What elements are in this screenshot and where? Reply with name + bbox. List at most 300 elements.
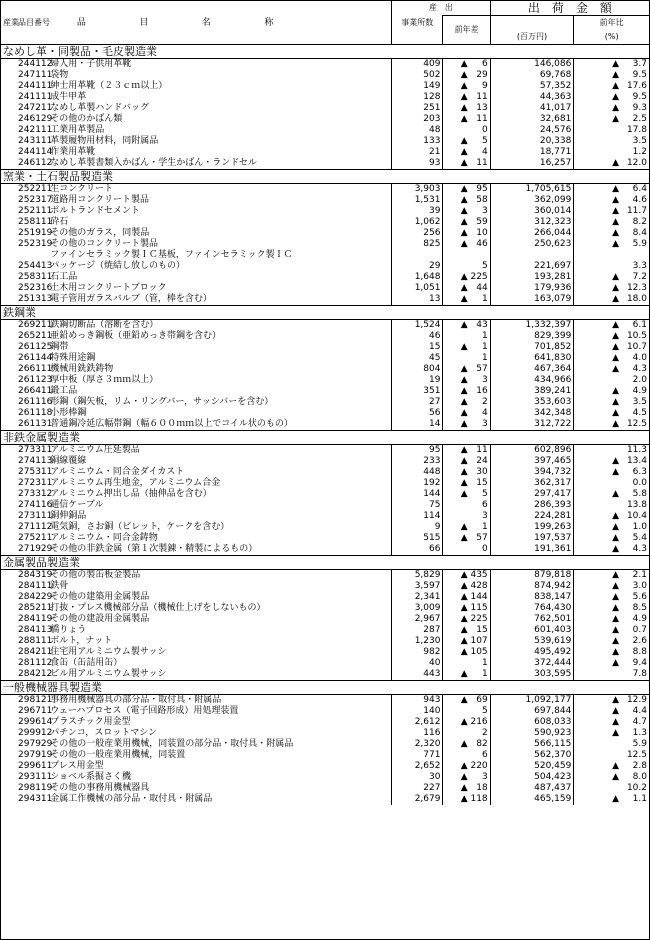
decrease-triangle-icon: ▲ [460,342,468,352]
table-row [1,570,649,582]
est-diff-value: 16 [476,386,488,396]
ship-ratio-value: 4.7 [632,717,647,727]
shipment-ratio [574,283,649,294]
decrease-triangle-icon: ▲ [460,625,468,635]
est-diff-value: 4 [481,147,488,157]
decrease-triangle-icon: ▲ [612,614,619,624]
ship-ratio-value: 0.0 [632,478,647,488]
establishments-diff [443,272,490,283]
header-establishments: 事業所数 [391,16,442,31]
est-diff-value: 9 [481,81,488,91]
header-name-char-3: 名 [201,17,211,28]
industry-cell [1,294,16,306]
header-code: 品目番号 [16,1,48,45]
item-code: 273311 [18,445,53,455]
shipment-ratio [574,59,649,71]
shipment-ratio [574,592,649,603]
industry-cell [1,59,16,71]
ship-ratio-value: 8.2 [632,217,647,227]
shipment-value: 353,603 [490,397,574,408]
industry-cell [1,467,16,478]
industry-cell [1,283,16,294]
industry-cell [1,794,16,805]
shipment-ratio [574,445,649,457]
item-code: 285211 [18,603,53,613]
establishments-count: 40 [391,658,442,669]
establishments-diff [443,103,490,114]
item-code: 274116 [18,500,53,510]
industry-cell [1,728,16,739]
est-diff-value: 225 [470,614,488,624]
ship-ratio-value: 7.2 [632,272,647,282]
industry-cell [1,570,16,582]
shipment-value: 44,363 [490,92,574,103]
establishments-diff [443,364,490,375]
establishments-diff [443,195,490,206]
item-code: 261125 [18,342,53,352]
est-diff-value: 57 [476,533,488,543]
est-diff-value: 18 [476,783,488,793]
table-row [1,761,649,772]
establishments-diff [443,320,490,332]
ship-ratio-value: 4.3 [632,364,647,374]
item-code: 241111 [18,92,53,102]
table-row [1,342,649,353]
item-code: 273111 [18,511,53,521]
ship-ratio-value: 18.0 [626,294,647,304]
shipment-value: 18,771 [490,147,574,158]
establishments-diff [443,467,490,478]
table-row [1,625,649,636]
item-name: 食缶（缶詰用缶） [50,658,123,668]
establishments-count: 2,320 [391,739,442,750]
item-name: 小形棒鋼 [50,408,87,418]
shipment-value: 286,393 [490,500,574,511]
shipment-ratio [574,70,649,81]
decrease-triangle-icon: ▲ [460,603,468,613]
shipment-value: 764,430 [490,603,574,614]
shipment-ratio [574,647,649,658]
shipment-value: 32,681 [490,114,574,125]
item-name: 土木用コンクリートブロック [50,283,167,293]
item-code: 243111 [18,136,53,146]
decrease-triangle-icon: ▲ [612,364,619,374]
shipment-ratio [574,614,649,625]
decrease-triangle-icon: ▲ [612,456,619,466]
shipments-table [1,1,649,805]
industry-cell [1,592,16,603]
industry-cell [1,408,16,419]
table-row [1,511,649,522]
industry-cell [1,353,16,364]
ship-ratio-value: 0.7 [632,625,647,635]
establishments-diff [443,581,490,592]
table-row [1,739,649,750]
table-row [1,522,649,533]
decrease-triangle-icon: ▲ [460,158,468,168]
item-code: 252317 [18,195,53,205]
ship-ratio-value: 2.1 [632,570,647,580]
decrease-triangle-icon: ▲ [612,772,619,782]
shipment-value: 641,830 [490,353,574,364]
table-row [1,136,649,147]
establishments-diff [443,228,490,239]
ship-ratio-value: 1.2 [632,147,647,157]
decrease-triangle-icon: ▲ [612,636,619,646]
ship-ratio-value: 9.5 [632,92,647,102]
decrease-triangle-icon: ▲ [612,794,619,804]
decrease-triangle-icon: ▲ [460,136,468,146]
shipment-ratio [574,489,649,500]
shipment-ratio [574,419,649,431]
establishments-diff [443,125,490,136]
decrease-triangle-icon: ▲ [460,467,468,477]
shipment-ratio [574,625,649,636]
item-code: 252319 [18,239,53,249]
ship-ratio-value: 11.3 [626,445,647,455]
establishments-diff [443,283,490,294]
shipment-value: 303,595 [490,669,574,681]
establishments-count: 45 [391,353,442,364]
industry-cell [1,489,16,500]
est-diff-value: 2 [481,397,488,407]
industry-cell [1,669,16,681]
est-diff-value: 1 [481,331,488,341]
section-row [1,45,649,59]
est-diff-value: 11 [476,92,488,102]
item-name: その他のコンクリート製品 [50,239,159,249]
establishments-count: 502 [391,70,442,81]
table-row [1,353,649,364]
item-name-line1: ファインセラミック製ＩＣ基板，ファインセラミック製ＩＣ [50,250,293,260]
ship-ratio-value: 5.8 [632,489,647,499]
item-name: 亜鉛めっき鋼板（亜鉛めっき帯鋼を含む） [50,331,222,341]
establishments-diff [443,184,490,196]
industry-cell [1,158,16,170]
establishments-count: 1,531 [391,195,442,206]
decrease-triangle-icon: ▲ [460,614,468,624]
decrease-triangle-icon: ▲ [612,581,619,591]
shipment-value: 1,092,177 [490,695,574,707]
est-diff-value: 6 [481,500,488,510]
establishments-diff [443,81,490,92]
table-row [1,706,649,717]
decrease-triangle-icon: ▲ [460,695,468,705]
shipment-value: 20,338 [490,136,574,147]
decrease-triangle-icon: ▲ [612,239,619,249]
shipment-ratio [574,206,649,217]
shipment-value: 879,818 [490,570,574,582]
table-row [1,250,649,272]
item-code: 246129 [18,114,53,124]
shipment-ratio [574,456,649,467]
decrease-triangle-icon: ▲ [460,70,468,80]
item-code: 265211 [18,331,53,341]
item-code: 275311 [18,467,53,477]
establishments-count: 144 [391,489,442,500]
item-name: 石工品 [50,272,78,282]
est-diff-value: 118 [470,794,488,804]
decrease-triangle-icon: ▲ [460,103,468,113]
decrease-triangle-icon: ▲ [460,283,468,293]
shipment-value: 590,923 [490,728,574,739]
header-ship-ratio-unit: (%) [574,30,649,45]
shipment-value: 193,281 [490,272,574,283]
est-diff-value: 225 [470,272,488,282]
industry-cell [1,533,16,544]
industry-cell [1,445,16,457]
decrease-triangle-icon: ▲ [612,59,619,69]
industry-cell [1,581,16,592]
ship-ratio-value: 9.3 [632,103,647,113]
header-ship-ratio: 前年比 [574,16,649,31]
shipment-ratio [574,772,649,783]
establishments-count: 251 [391,103,442,114]
industry-cell [1,761,16,772]
ship-ratio-value: 4.0 [632,353,647,363]
industry-cell [1,70,16,81]
item-code: 288111 [18,636,53,646]
table-row [1,408,649,419]
shipment-ratio [574,467,649,478]
item-code: 296711 [18,706,53,716]
table-row [1,206,649,217]
table-row [1,331,649,342]
item-code: 281112 [18,658,53,668]
decrease-triangle-icon: ▲ [612,103,619,113]
item-name: 作業用革靴 [50,147,96,157]
decrease-triangle-icon: ▲ [612,761,619,771]
decrease-triangle-icon: ▲ [460,195,468,205]
table-row [1,750,649,761]
item-code: 297929 [18,739,53,749]
ship-ratio-value: 2.8 [632,761,647,771]
establishments-diff [443,783,490,794]
industry-cell [1,695,16,707]
shipment-value: 312,323 [490,217,574,228]
industry-cell [1,342,16,353]
industry-cell [1,195,16,206]
shipment-value: 266,044 [490,228,574,239]
industry-cell [1,522,16,533]
shipment-ratio [574,761,649,772]
decrease-triangle-icon: ▲ [460,570,468,580]
item-code: 293111 [18,772,53,782]
decrease-triangle-icon: ▲ [612,695,619,705]
item-code: 298119 [18,783,53,793]
est-diff-value: 44 [476,283,488,293]
ship-ratio-value: 9.5 [632,70,647,80]
establishments-count: 287 [391,625,442,636]
establishments-count: 30 [391,772,442,783]
table-row [1,614,649,625]
est-diff-value: 82 [476,739,488,749]
item-code: 247111 [18,70,53,80]
establishments-diff [443,456,490,467]
est-diff-value: 105 [470,647,488,657]
decrease-triangle-icon: ▲ [460,114,468,124]
item-code: 294311 [18,794,53,804]
ship-ratio-value: 3.0 [632,581,647,591]
est-diff-value: 5 [481,261,488,271]
table-row [1,70,649,81]
ship-ratio-value: 3.5 [632,397,647,407]
ship-ratio-value: 4.5 [632,408,647,418]
shipment-ratio [574,364,649,375]
decrease-triangle-icon: ▲ [460,522,468,532]
item-code: 284111 [18,581,53,591]
item-name: 砕石 [50,217,69,227]
establishments-diff [443,158,490,170]
est-diff-value: 220 [470,761,488,771]
ship-ratio-value: 2.0 [632,375,647,385]
establishments-diff [443,250,490,272]
establishments-count: 95 [391,445,442,457]
ship-ratio-value: 4.9 [632,386,647,396]
establishments-count: 233 [391,456,442,467]
ship-ratio-value: 4.6 [632,195,647,205]
section-row [1,170,649,184]
item-name: 革製履物用材料，同附属品 [50,136,159,146]
decrease-triangle-icon: ▲ [460,636,468,646]
ship-ratio-value: 7.8 [632,669,647,679]
industry-cell [1,320,16,332]
est-diff-value: 11 [476,445,488,455]
est-diff-value: 4 [481,408,488,418]
item-name: 道路用コンクリート製品 [50,195,150,205]
shipment-value: 434,966 [490,375,574,386]
est-diff-value: 107 [470,636,488,646]
est-diff-value: 69 [476,695,488,705]
item-name: 鍛工品 [50,386,78,396]
table-row [1,386,649,397]
table-row [1,81,649,92]
establishments-diff [443,239,490,250]
ship-ratio-value: 5.4 [632,533,647,543]
establishments-count: 75 [391,500,442,511]
shipment-ratio [574,603,649,614]
table-row [1,239,649,250]
est-diff-value: 30 [476,467,488,477]
ship-ratio-value: 5.6 [632,592,647,602]
item-code: 258311 [18,272,53,282]
decrease-triangle-icon: ▲ [460,581,468,591]
establishments-count: 66 [391,544,442,556]
est-diff-value: 144 [470,592,488,602]
establishments-diff [443,533,490,544]
shipment-ratio [574,342,649,353]
shipment-ratio [574,706,649,717]
decrease-triangle-icon: ▲ [612,511,619,521]
header-industry: 産業 [1,1,16,45]
decrease-triangle-icon: ▲ [612,184,619,194]
item-code: 298121 [18,695,53,705]
table-row [1,445,649,457]
table-row [1,544,649,556]
decrease-triangle-icon: ▲ [460,184,468,194]
industry-cell [1,750,16,761]
establishments-count: 804 [391,364,442,375]
shipment-ratio [574,114,649,125]
shipment-value: 394,732 [490,467,574,478]
shipment-value: 69,768 [490,70,574,81]
table-row [1,114,649,125]
decrease-triangle-icon: ▲ [460,386,468,396]
establishments-diff [443,386,490,397]
shipment-ratio [574,717,649,728]
establishments-count: 14 [391,419,442,431]
establishments-count: 27 [391,397,442,408]
shipment-ratio [574,81,649,92]
ship-ratio-value: 13.4 [626,456,647,466]
item-code: 297919 [18,750,53,760]
decrease-triangle-icon: ▲ [460,739,468,749]
item-code: 284229 [18,592,53,602]
industry-cell [1,272,16,283]
ship-ratio-value: 1.3 [632,728,647,738]
item-name: 機械用銑鉄鋳物 [50,364,114,374]
decrease-triangle-icon: ▲ [612,92,619,102]
shipment-value: 199,263 [490,522,574,533]
est-diff-value: 3 [481,206,488,216]
table-row [1,592,649,603]
decrease-triangle-icon: ▲ [460,206,468,216]
item-code: 258111 [18,217,53,227]
shipment-ratio [574,184,649,196]
shipment-value: 874,942 [490,581,574,592]
item-name: プラスチック用金型 [50,717,131,727]
est-diff-value: 3 [481,511,488,521]
section-title: なめし革・同製品・毛皮製造業 [1,45,649,59]
decrease-triangle-icon: ▲ [460,794,468,804]
table-row [1,478,649,489]
table-row [1,375,649,386]
decrease-triangle-icon: ▲ [460,761,468,771]
shipment-value: 566,115 [490,739,574,750]
decrease-triangle-icon: ▲ [612,272,619,282]
est-diff-value: 10 [476,228,488,238]
table-row [1,125,649,136]
item-code: 251919 [18,228,53,238]
shipment-ratio [574,794,649,805]
item-name: 電気銅，さお銅（ビレット，ケークを含む） [50,522,230,532]
establishments-count: 2,967 [391,614,442,625]
est-diff-value: 15 [476,478,488,488]
ship-ratio-value: 5.9 [632,739,647,749]
table-row [1,320,649,332]
item-name: 袋物 [50,70,69,80]
header-ship-unit: (百万円) [490,16,574,45]
industry-cell [1,114,16,125]
industry-cell [1,103,16,114]
establishments-diff [443,397,490,408]
item-name: 婦人用・子供用革靴 [50,59,132,69]
industry-cell [1,375,16,386]
table-row [1,489,649,500]
item-code: 261131 [18,419,53,429]
est-diff-value: 15 [476,625,488,635]
ship-ratio-value: 2.6 [632,636,647,646]
decrease-triangle-icon: ▲ [460,489,468,499]
establishments-count: 39 [391,206,442,217]
establishments-diff [443,217,490,228]
establishments-count: 114 [391,511,442,522]
table-row [1,647,649,658]
establishments-diff [443,647,490,658]
establishments-count: 1,062 [391,217,442,228]
shipment-value: 397,465 [490,456,574,467]
decrease-triangle-icon: ▲ [612,386,619,396]
